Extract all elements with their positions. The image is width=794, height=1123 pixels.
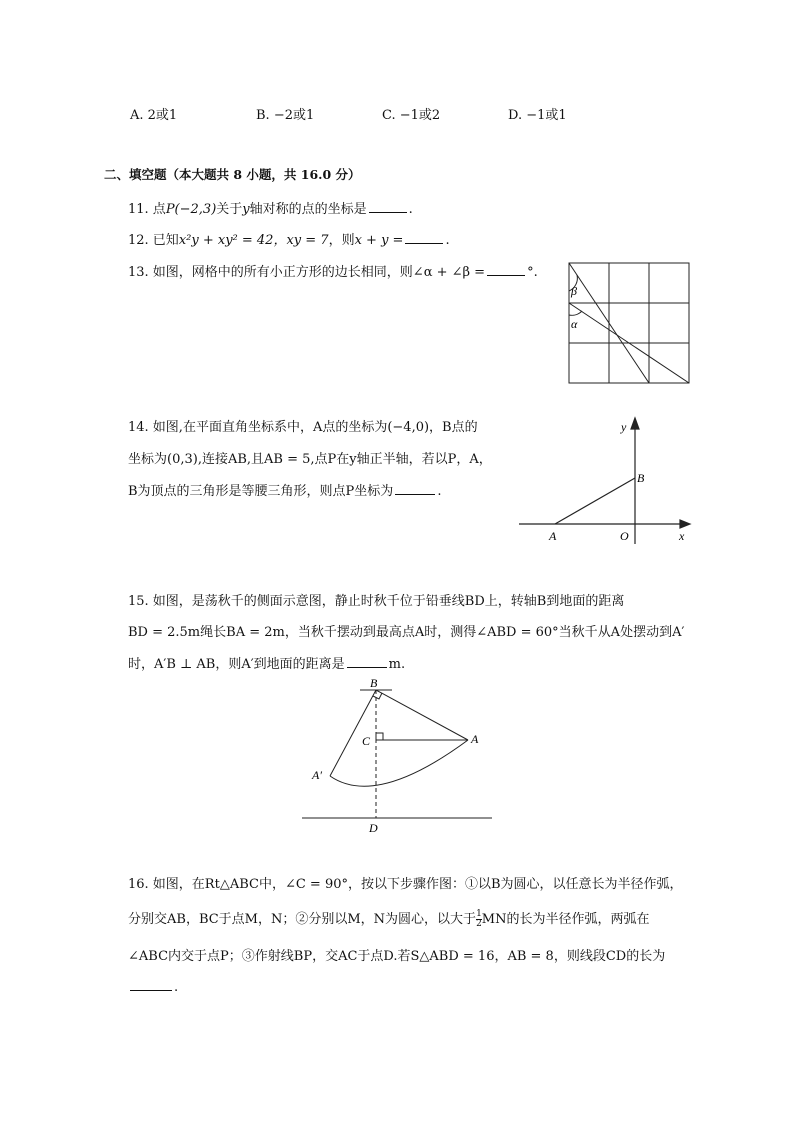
y-axis-arrow <box>631 418 639 429</box>
q14-coordinate-figure <box>516 414 696 548</box>
rope-ba <box>376 690 468 740</box>
q16-line-1: 16. 如图，在Rt△ABC中，∠C = 90°，按以下步骤作图：①以B为圆心，以任意长为半径作弧， <box>128 877 683 892</box>
option-a: A. 2或1 <box>130 108 178 123</box>
answer-blank[interactable] <box>130 978 172 991</box>
question-13 <box>128 261 538 280</box>
q11-end: . <box>408 202 413 217</box>
point-d-label: D <box>369 821 378 835</box>
q15-line-1: 15. 如图，是荡秋千的侧面示意图，静止时秋千位于铅垂线BD上，转轴B到地面的距离 <box>128 594 625 609</box>
q16-line-4 <box>128 978 178 995</box>
q12-text-b: ，则 <box>328 233 355 248</box>
alpha-arc <box>569 311 582 315</box>
answer-blank[interactable] <box>369 200 407 213</box>
x-label: x <box>679 529 685 543</box>
point-b-label: B <box>370 676 378 690</box>
q12-end: . <box>445 233 450 248</box>
x-axis-arrow <box>680 520 690 528</box>
section-title: 二、填空题（本大题共 8 小题，共 16.0 分） <box>104 167 361 182</box>
q15-line-3-unit: m. <box>388 657 406 672</box>
q16-line-2-text-b: MN的长为半径作弧，两弧在 <box>481 912 650 927</box>
y-label: y <box>621 420 627 434</box>
answer-blank[interactable] <box>405 231 443 244</box>
q14-line-3-text: B为顶点的三角形是等腰三角形，则点P坐标为 <box>128 484 394 499</box>
grid-border <box>569 263 689 383</box>
answer-blank[interactable] <box>395 482 435 495</box>
question-11 <box>128 198 413 217</box>
option-b: B. −2或1 <box>256 108 315 123</box>
q14-line-3 <box>128 480 441 499</box>
point-b-label: B <box>637 471 645 485</box>
point-a-label: A <box>549 529 557 543</box>
answer-blank[interactable] <box>347 655 387 668</box>
point-a-label: A <box>471 732 479 746</box>
rope-ba-prime <box>330 690 376 776</box>
origin-label: O <box>620 529 629 543</box>
q16-line-2 <box>128 908 649 929</box>
beta-label: β <box>571 284 577 298</box>
q13-grid-figure <box>566 260 692 386</box>
q14-end: . <box>437 484 442 499</box>
q11-math: P(−2,3) <box>165 202 217 217</box>
point-a-prime-label: A′ <box>312 768 322 782</box>
point-c-label: C <box>362 734 371 748</box>
swing-arc <box>330 740 468 786</box>
q16-end: . <box>174 980 179 995</box>
answer-blank[interactable] <box>487 263 525 276</box>
q15-line-3-text: 时，A′B ⊥ AB，则A′到地面的距离是 <box>128 657 345 672</box>
q11-text-b: 关于 <box>216 202 243 217</box>
q14-line-1: 14. 如图,在平面直角坐标系中，A点的坐标为(−4,0)，B点的 <box>128 420 478 435</box>
right-angle-c <box>376 733 383 740</box>
q16-line-3: ∠ABC内交于点P；③作射线BP，交AC于点D.若S△ABD = 16，AB = 8，则线段CD的长为 <box>128 949 666 964</box>
question-12 <box>128 229 450 248</box>
q15-swing-figure <box>296 672 502 840</box>
fraction-numerator: 1 <box>476 909 482 919</box>
option-c: C. −1或2 <box>382 108 441 123</box>
option-d: D. −1或1 <box>508 108 567 123</box>
q12-math2: x + y = <box>354 233 404 248</box>
alpha-label: α <box>571 317 578 331</box>
q15-line-3 <box>128 653 405 672</box>
q12-text-a: 12. 已知 <box>128 233 179 248</box>
q14-line-2: 坐标为(0,3),连接AB,且AB = 5,点P在y轴正半轴，若以P，A， <box>128 452 492 467</box>
q16-line-2-text-a: 分别交AB，BC于点M，N；②分别以M，N为圆心，以大于 <box>128 912 477 927</box>
q11-y: y <box>242 202 250 217</box>
segment-ab <box>555 478 635 524</box>
fraction-denominator: 2 <box>476 919 482 929</box>
q13-text: 13. 如图，网格中的所有小正方形的边长相同，则∠α + ∠β = <box>128 265 486 280</box>
q13-end: °. <box>527 265 538 280</box>
q11-text-c: 轴对称的点的坐标是 <box>249 202 367 217</box>
q11-text-a: 11. 点 <box>128 202 166 217</box>
q15-line-2: BD = 2.5m绳长BA = 2m，当秋千摆动到最高点A时，测得∠ABD = 60°当秋千从A处摆动到A′ <box>128 625 685 640</box>
q12-math: x²y + xy² = 42，xy = 7 <box>178 233 329 248</box>
